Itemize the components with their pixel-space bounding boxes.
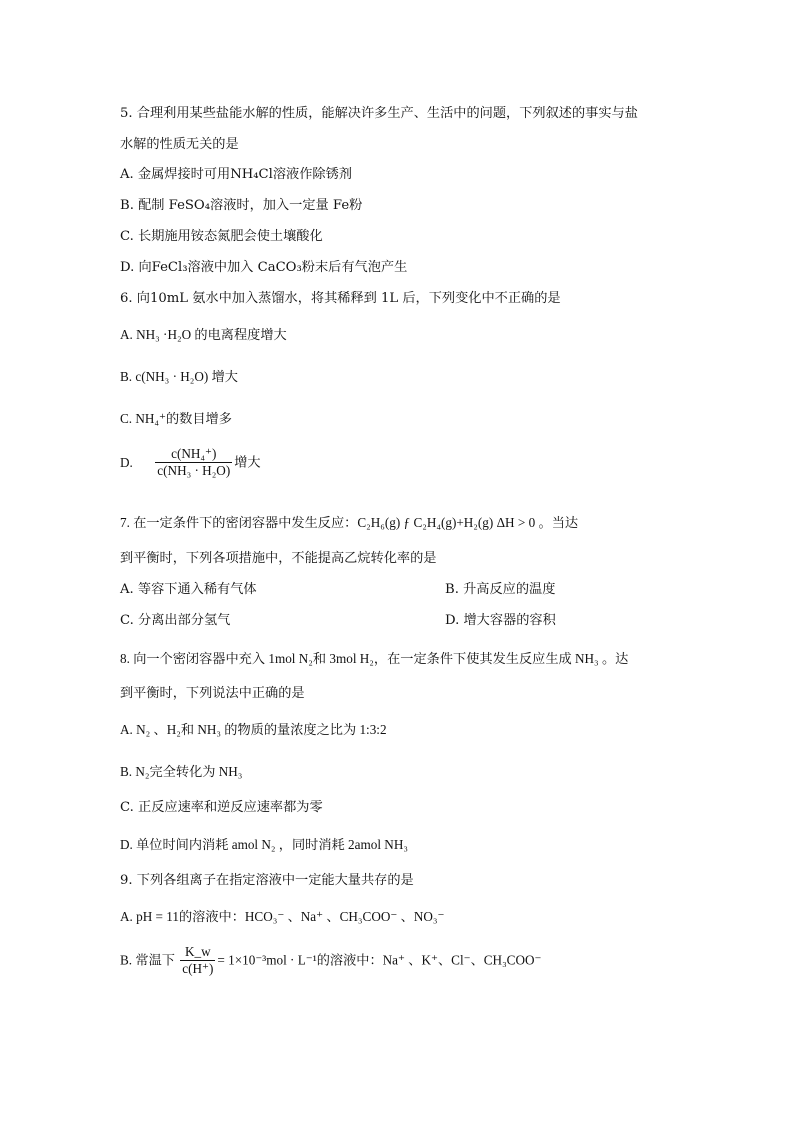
q6-option-d-tail: 增大 [234,454,261,470]
q9-option-b-fraction [180,944,215,977]
q9-option-b [120,944,541,977]
q7-option-b: B. 升高反应的温度 [445,582,556,597]
q9-option-a: A. pH = 11的溶液中：HCO₃⁻ 、Na⁺ 、CH₃COO⁻ 、NO₃⁻ [120,909,445,924]
q7-stem-line2: 到平衡时，下列各项措施中，不能提高乙烷转化率的是 [120,551,437,566]
q9-option-b-denominator: c(H⁺) [182,961,214,976]
q5-option-d: D. 向FeCl₃溶液中加入 CaCO₃粉末后有气泡产生 [120,260,408,275]
q5-stem-line2: 水解的性质无关的是 [120,137,239,152]
q6-option-d-denominator: c(NH₃ · H₂O) [157,463,231,478]
q6-option-d-label: D. [120,454,133,470]
q6-option-c: C. NH₄⁺的数目增多 [120,411,232,426]
q9-stem: 9. 下列各组离子在指定溶液中一定能大量共存的是 [120,873,414,888]
q5-option-c: C. 长期施用铵态氮肥会使土壤酸化 [120,229,323,244]
q5-option-a: A. 金属焊接时可用NH₄Cl溶液作除锈剂 [120,167,352,182]
q8-stem-line1: 8. 向一个密闭容器中充入 1mol N₂和 3mol H₂，在一定条件下使其发生反应生成 NH₃ 。达 [120,651,629,666]
q9-option-b-prefix: B. 常温下 [120,952,175,968]
q7-option-d: D. 增大容器的容积 [445,613,556,628]
q7-options-row2 [120,611,556,631]
q6-option-a: A. NH₃ ·H₂O 的电离程度增大 [120,327,287,342]
q6-stem: 6. 向10mL 氨水中加入蒸馏水，将其稀释到 1L 后，下列变化中不正确的是 [120,291,561,306]
q7-stem-line1: 7. 在一定条件下的密闭容器中发生反应：C₂H₆(g) ƒ C₂H₄(g)+H₂(g) ΔH > 0 。当达 [120,515,579,530]
q6-option-d [120,446,261,479]
q8-option-a: A. N₂ 、H₂和 NH₃ 的物质的量浓度之比为 1:3:2 [120,722,387,737]
q7-option-a: A. 等容下通入稀有气体 [120,582,257,597]
q8-stem-line2: 到平衡时，下列说法中正确的是 [120,686,305,701]
q8-option-c: C. 正反应速率和逆反应速率都为零 [120,800,323,815]
q9-option-b-tail: = 1×10⁻³mol · L⁻¹的溶液中：Na⁺ 、K⁺、Cl⁻、CH₃COO⁻ [217,952,542,968]
q5-stem-line1: 5. 合理利用某些盐能水解的性质，能解决许多生产、生活中的问题，下列叙述的事实与盐 [120,106,638,121]
q7-option-c: C. 分离出部分氢气 [120,613,231,628]
q9-option-b-numerator: K_w [180,944,215,961]
q5-option-b: B. 配制 FeSO₄溶液时，加入一定量 Fe粉 [120,198,363,213]
q7-options-row1 [120,580,556,600]
q6-option-b: B. c(NH₃ · H₂O) 增大 [120,369,238,384]
q6-option-d-numerator: c(NH₄⁺) [155,446,232,463]
q8-option-d: D. 单位时间内消耗 amol N₂ ，同时消耗 2amol NH₃ [120,837,408,852]
q6-option-d-fraction [155,446,232,479]
q8-option-b: B. N₂完全转化为 NH₃ [120,764,243,779]
